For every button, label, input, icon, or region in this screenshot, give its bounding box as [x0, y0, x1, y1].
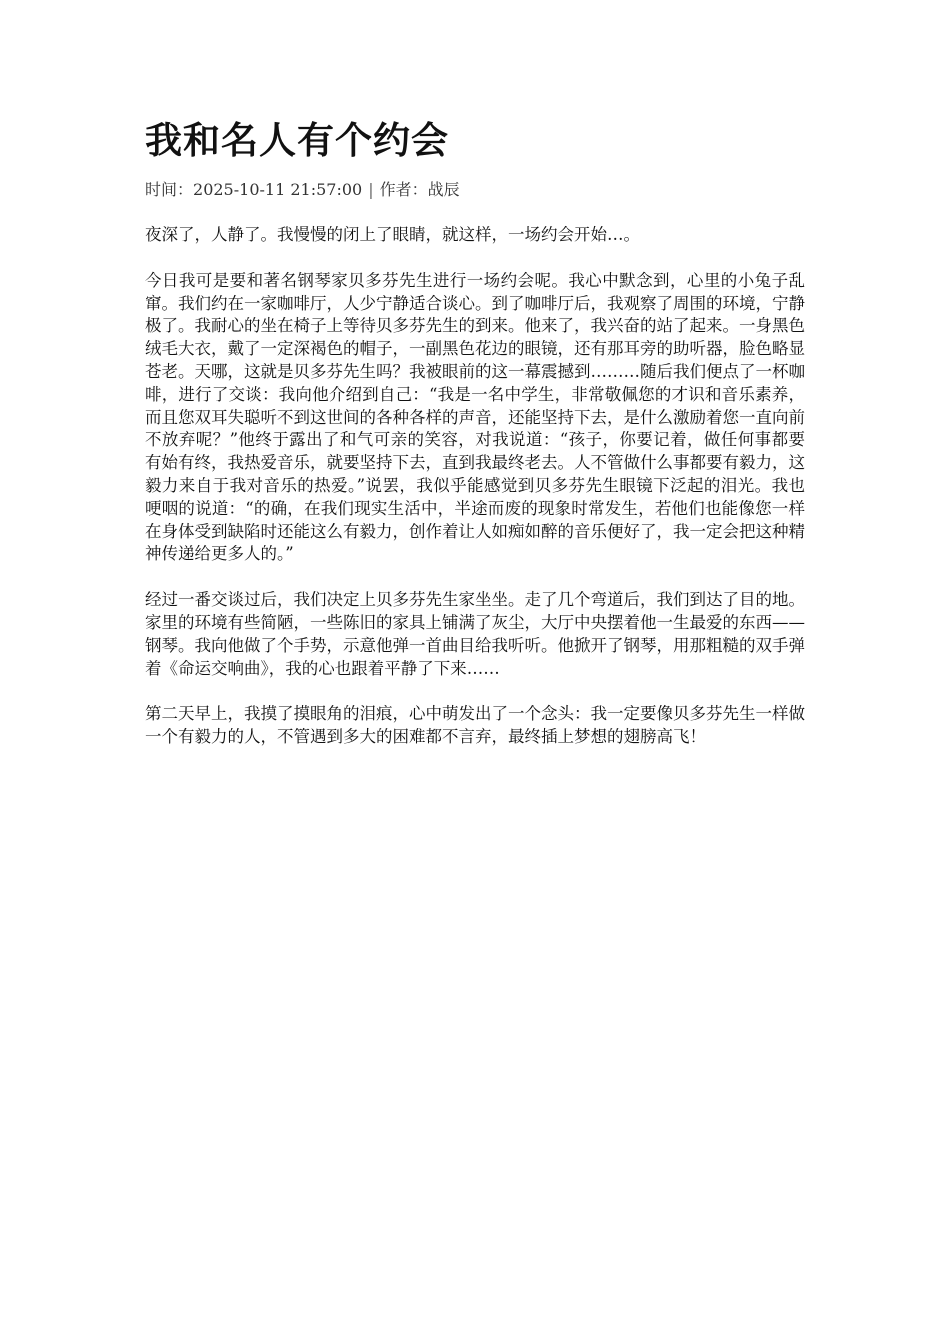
paragraph-3: 经过一番交谈过后，我们决定上贝多芬先生家坐坐。走了几个弯道后，我们到达了目的地。家里的环境有些简陋，一些陈旧的家具上铺满了灰尘，大厅中央摆着他一生最爱的东西——钢琴。我向他做了个手势，示意他弹一首曲目给我听听。他掀开了钢琴，用那粗糙的双手弹着《命运交响曲》，我的心也跟着平静了下来…… — [145, 590, 805, 678]
meta-separator: | — [368, 180, 374, 199]
author-label: 作者： — [379, 180, 428, 199]
paragraph-1: 夜深了，人静了。我慢慢的闭上了眼睛，就这样，一场约会开始…。 — [145, 225, 640, 244]
article-title: 我和名人有个约会 — [145, 118, 449, 162]
article — [145, 112, 805, 772]
article-meta — [145, 178, 805, 202]
paragraph-2: 今日我可是要和著名钢琴家贝多芬先生进行一场约会呢。我心中默念到，心里的小兔子乱窜。我们约在一家咖啡厅，人少宁静适合谈心。到了咖啡厅后，我观察了周围的环境，宁静极了。我耐心的坐在椅子上等待贝多芬先生的到来。他来了，我兴奋的站了起来。一身黑色绒毛大衣，戴了一定深褐色的帽子，一副黑色花边的眼镜，还有那耳旁的助听器，脸色略显苍老。天哪，这就是贝多芬先生吗？我被眼前的这一幕震撼到………随后我们便点了一杯咖啡，进行了交谈：我向他介绍到自己：“我是一名中学生，非常敬佩您的才识和音乐素养，而且您双耳失聪听不到这世间的各种各样的声音，还能坚持下去，是什么激励着您一直向前不放弃呢？”他终于露出了和气可亲的笑容，对我说道：“孩子，你要记着，做任何事都要有始有终，我热爱音乐，就要坚持下去，直到我最终老去。人不管做什么事都要有毅力，这毅力来自于我对音乐的热爱。”说罢，我似乎能感觉到贝多芬先生眼镜下泛起的泪光。我也哽咽的说道：“的确，在我们现实生活中，半途而废的现象时常发生，若他们也能像您一样在身体受到缺陷时还能这么有毅力，创作着让人如痴如醉的音乐便好了，我一定会把这种精神传递给更多人的。” — [145, 270, 805, 564]
time-value: 2025-10-11 21:57:00 — [193, 180, 363, 199]
paragraph-4: 第二天早上，我摸了摸眼角的泪痕，心中萌发出了一个念头：我一定要像贝多芬先生一样做一个有毅力的人，不管遇到多大的困难都不言弃，最终插上梦想的翅膀高飞！ — [145, 704, 805, 747]
author-value: 战辰 — [427, 180, 460, 199]
time-label: 时间： — [145, 180, 194, 199]
article-body — [145, 224, 805, 749]
